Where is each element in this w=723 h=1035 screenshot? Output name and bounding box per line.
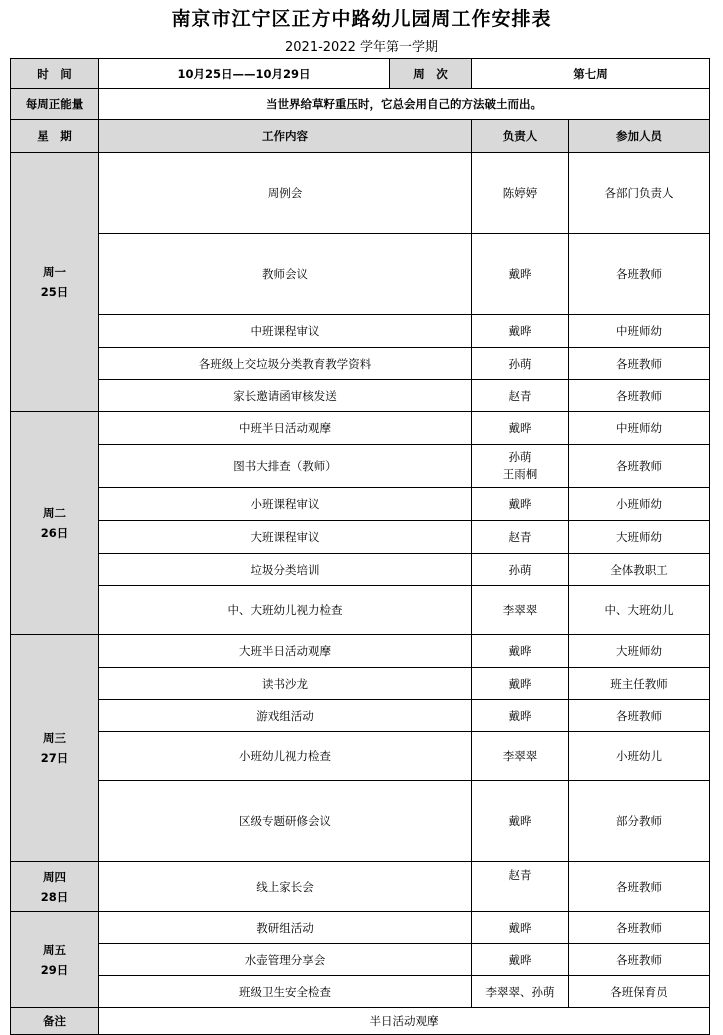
day-date: 26日: [40, 526, 69, 540]
info-row: [11, 59, 710, 89]
week-value: 第七周: [472, 59, 710, 89]
day-cell-monday: [11, 153, 99, 412]
time-label: 时 间: [11, 59, 99, 89]
task-cell: 读书沙龙: [99, 668, 472, 700]
table-row: [11, 153, 710, 234]
owner-cell: 戴晔: [472, 912, 569, 944]
table-row: [11, 912, 710, 944]
owner-cell: 戴晔: [472, 635, 569, 668]
weekday-label: 周二: [43, 506, 66, 520]
day-cell-thursday: [11, 862, 99, 912]
owner-cell: 孙萌: [472, 348, 569, 380]
participants-cell: 各班保育员: [569, 976, 710, 1008]
owner-name: 王雨桐: [502, 467, 538, 481]
participants-cell: 中班师幼: [569, 412, 710, 445]
participants-cell: 各班教师: [569, 700, 710, 732]
remarks-label: 备注: [11, 1008, 99, 1035]
day-date: 27日: [40, 751, 69, 765]
owner-cell: 赵青: [472, 862, 569, 912]
week-label: 周 次: [390, 59, 472, 89]
day-date: 28日: [40, 889, 69, 904]
owner-cell: 戴晔: [472, 944, 569, 976]
task-cell: 大班半日活动观摩: [99, 635, 472, 668]
day-date: 29日: [40, 962, 69, 977]
owner-cell: 李翠翠、孙萌: [472, 976, 569, 1008]
owner-cell: 赵青: [472, 380, 569, 412]
task-cell: 中、大班幼儿视力检查: [99, 586, 472, 635]
owner-cell: 戴晔: [472, 315, 569, 348]
task-cell: 区级专题研修会议: [99, 781, 472, 862]
task-cell: 班级卫生安全检查: [99, 976, 472, 1008]
task-cell: 线上家长会: [99, 862, 472, 912]
participants-cell: 中班师幼: [569, 315, 710, 348]
participants-cell: 全体教职工: [569, 554, 710, 586]
owner-cell: 戴晔: [472, 234, 569, 315]
owner-cell: 戴晔: [472, 488, 569, 521]
table-row: [11, 521, 710, 554]
header-day: 星 期: [11, 120, 99, 153]
participants-cell: 小班师幼: [569, 488, 710, 521]
owner-cell: 戴晔: [472, 668, 569, 700]
owner-cell: 孙萌: [472, 554, 569, 586]
participants-cell: 班主任教师: [569, 668, 710, 700]
motto-label: 每周正能量: [11, 89, 99, 120]
motto-row: [11, 89, 710, 120]
participants-cell: 中、大班幼儿: [569, 586, 710, 635]
table-row: [11, 700, 710, 732]
table-row: [11, 348, 710, 380]
table-row: [11, 668, 710, 700]
table-row: [11, 488, 710, 521]
participants-cell: 小班幼儿: [569, 732, 710, 781]
table-row: [11, 315, 710, 348]
owner-cell: 李翠翠: [472, 732, 569, 781]
weekday-label: 周三: [43, 731, 66, 745]
task-cell: 中班半日活动观摩: [99, 412, 472, 445]
owner-cell: 戴晔: [472, 781, 569, 862]
participants-cell: 各班教师: [569, 862, 710, 912]
task-cell: 图书大排查（教师）: [99, 445, 472, 488]
table-row: [11, 862, 710, 912]
participants-cell: 大班师幼: [569, 521, 710, 554]
task-cell: 小班课程审议: [99, 488, 472, 521]
day-date: 25日: [40, 285, 69, 299]
participants-cell: 各班教师: [569, 380, 710, 412]
task-cell: 家长邀请函审核发送: [99, 380, 472, 412]
table-row: [11, 412, 710, 445]
table-row: [11, 944, 710, 976]
task-cell: 中班课程审议: [99, 315, 472, 348]
header-task: 工作内容: [99, 120, 472, 153]
header-row: [11, 120, 710, 153]
table-row: [11, 445, 710, 488]
day-cell-wednesday: [11, 635, 99, 862]
weekly-schedule-table: [10, 58, 710, 1035]
remarks-row: [11, 1008, 710, 1035]
participants-cell: 各班教师: [569, 234, 710, 315]
remarks-text: 半日活动观摩: [99, 1008, 710, 1035]
table-row: [11, 380, 710, 412]
participants-cell: 各班教师: [569, 912, 710, 944]
weekday-label: 周五: [43, 942, 66, 957]
owner-cell: 戴晔: [472, 700, 569, 732]
owner-cell: 李翠翠: [472, 586, 569, 635]
task-cell: 水壶管理分享会: [99, 944, 472, 976]
table-row: [11, 635, 710, 668]
task-cell: 大班课程审议: [99, 521, 472, 554]
document-subtitle: 2021-2022 学年第一学期: [285, 40, 438, 55]
weekday-label: 周一: [43, 265, 66, 279]
task-cell: 周例会: [99, 153, 472, 234]
owner-cell: 戴晔: [472, 412, 569, 445]
owner-cell: 赵青: [472, 521, 569, 554]
participants-cell: 大班师幼: [569, 635, 710, 668]
owner-name: 孙萌: [508, 450, 532, 464]
table-row: [11, 554, 710, 586]
owner-cell: [472, 445, 569, 488]
task-cell: 教师会议: [99, 234, 472, 315]
table-row: [11, 586, 710, 635]
task-cell: 教研组活动: [99, 912, 472, 944]
table-row: [11, 732, 710, 781]
weekday-label: 周四: [43, 869, 66, 884]
participants-cell: 各班教师: [569, 445, 710, 488]
task-cell: 小班幼儿视力检查: [99, 732, 472, 781]
task-cell: 游戏组活动: [99, 700, 472, 732]
task-cell: 各班级上交垃圾分类教育教学资料: [99, 348, 472, 380]
day-cell-friday: [11, 912, 99, 1008]
motto-text: 当世界给草籽重压时，它总会用自己的方法破土而出。: [99, 89, 710, 120]
document-title: 南京市江宁区正方中路幼儿园周工作安排表: [171, 8, 552, 30]
table-row: [11, 781, 710, 862]
table-row: [11, 976, 710, 1008]
participants-cell: 各班教师: [569, 348, 710, 380]
header-participants: 参加人员: [569, 120, 710, 153]
participants-cell: 部分教师: [569, 781, 710, 862]
day-cell-tuesday: [11, 412, 99, 635]
header-owner: 负责人: [472, 120, 569, 153]
owner-cell: 陈婷婷: [472, 153, 569, 234]
task-cell: 垃圾分类培训: [99, 554, 472, 586]
participants-cell: 各班教师: [569, 944, 710, 976]
table-row: [11, 234, 710, 315]
participants-cell: 各部门负责人: [569, 153, 710, 234]
date-range: 10月25日——10月29日: [99, 59, 390, 89]
